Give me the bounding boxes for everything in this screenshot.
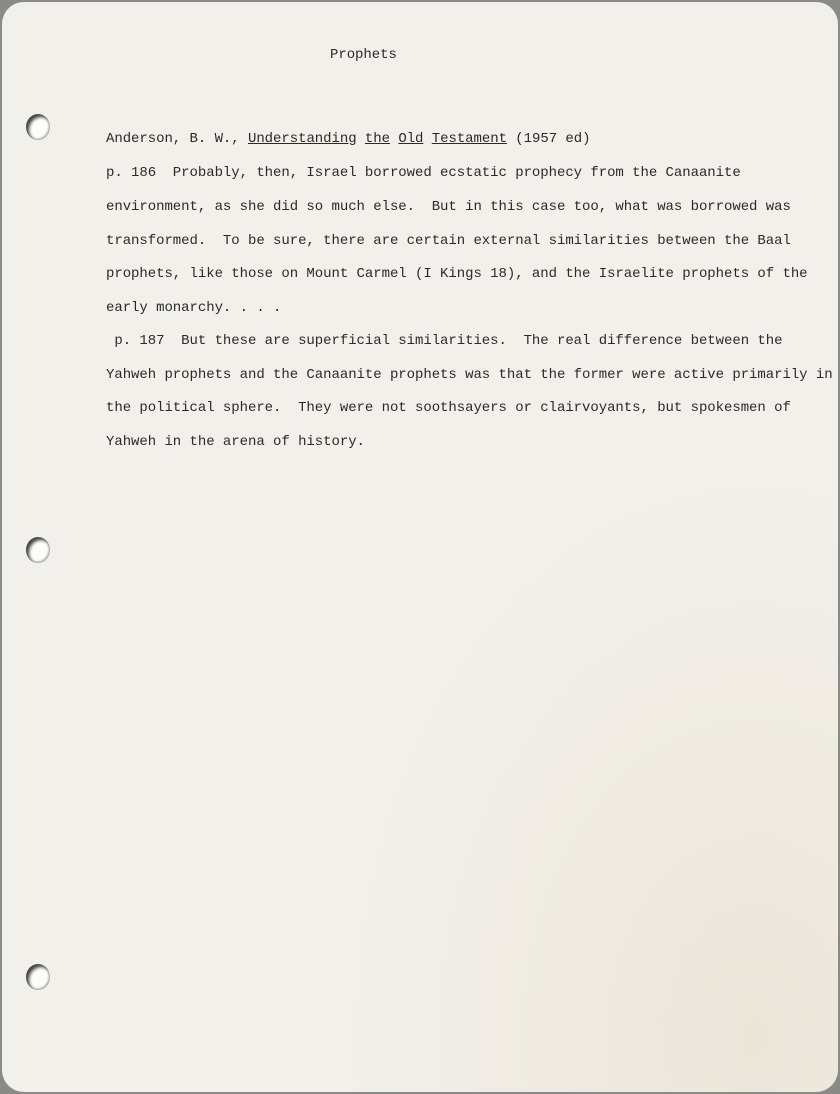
book-title-word: Old	[398, 131, 424, 147]
text-line: p. 186 Probably, then, Israel borrowed ecstatic prophecy from the Canaanite	[106, 165, 741, 181]
text-line: the political sphere. They were not soothsayers or clairvoyants, but spokesmen of	[106, 400, 791, 416]
book-title-word: the	[364, 131, 390, 147]
citation	[106, 131, 590, 147]
book-title-word: Testament	[431, 131, 507, 147]
citation-edition: (1957 ed)	[506, 131, 591, 147]
text-line: Yahweh prophets and the Canaanite prophets was that the former were active primarily in	[106, 367, 833, 383]
text-line: transformed. To be sure, there are certain external similarities between the Baal	[106, 233, 791, 249]
document-page	[2, 2, 838, 1092]
punch-hole	[26, 537, 50, 563]
page-title: Prophets	[330, 47, 397, 63]
book-title-word: Understanding	[247, 131, 357, 147]
text-line: p. 187 But these are superficial similarities. The real difference between the	[106, 333, 783, 349]
text-line: early monarchy. . . .	[106, 300, 282, 316]
text-line: prophets, like those on Mount Carmel (I Kings 18), and the Israelite prophets of the	[106, 266, 808, 282]
punch-hole	[26, 964, 50, 990]
citation-author: Anderson, B. W.,	[106, 131, 248, 147]
text-line: Yahweh in the arena of history.	[106, 434, 365, 450]
text-line: environment, as she did so much else. But in this case too, what was borrowed was	[106, 199, 791, 215]
punch-hole	[26, 114, 50, 140]
